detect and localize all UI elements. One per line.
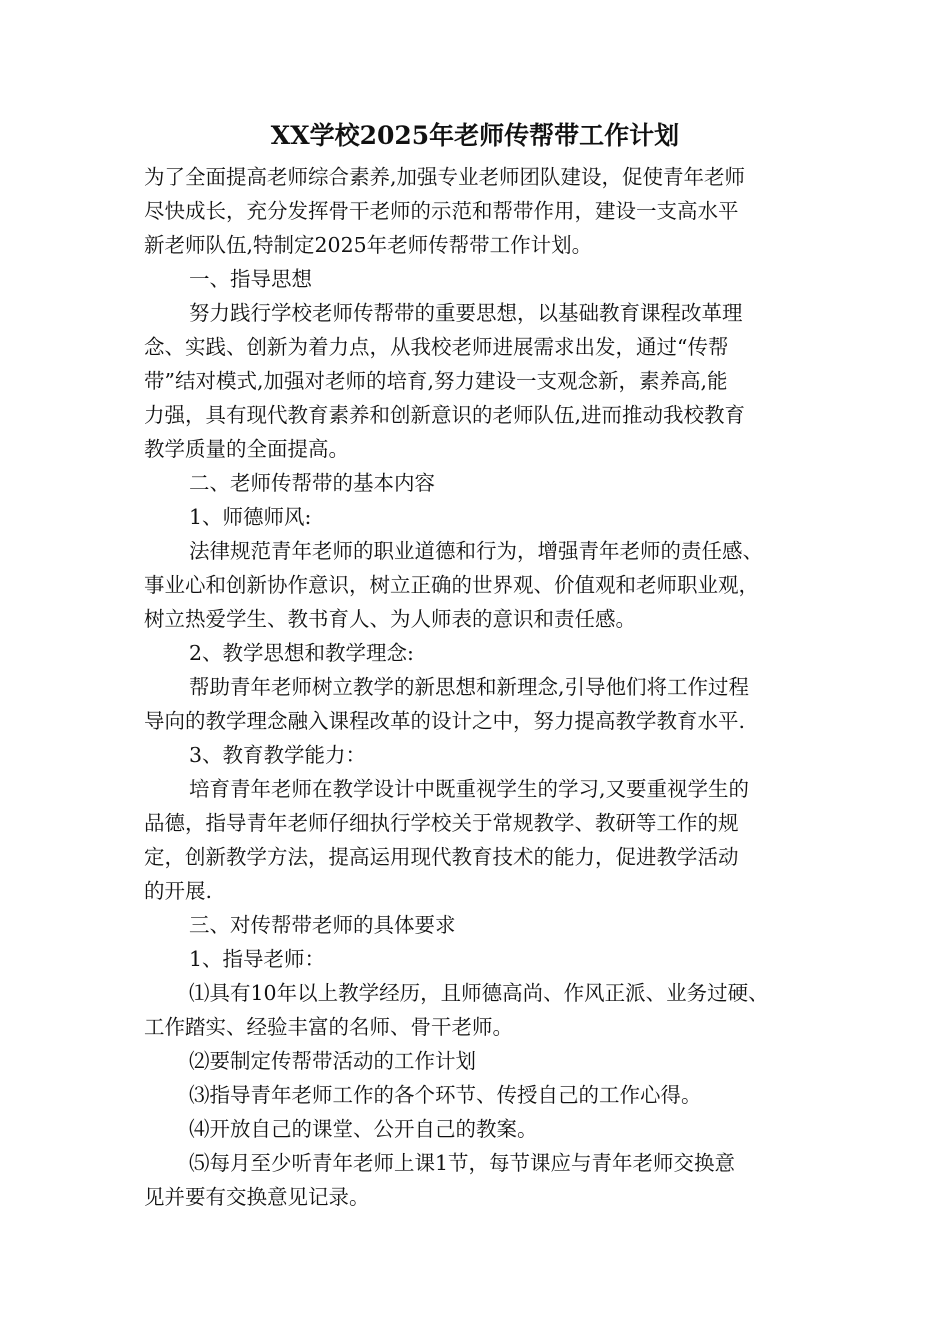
text-line: 3、教育教学能力： — [189, 743, 367, 767]
text-line: 的开展. — [144, 879, 213, 903]
text-line: ⑵要制定传帮带活动的工作计划 — [189, 1049, 476, 1073]
text-line: 导向的教学理念融入课程改革的设计之中，努力提高教学教育水平. — [144, 709, 746, 733]
text-line: 2、教学思想和教学理念: — [189, 641, 414, 665]
text-line: 教学质量的全面提高。 — [144, 437, 349, 461]
text-line: ⑸每月至少听青年老师上课1节，每节课应与青年老师交换意 — [189, 1151, 736, 1175]
text-line: 见并要有交换意见记录。 — [144, 1185, 370, 1209]
text-line: ⑷开放自己的课堂、公开自己的教案。 — [189, 1117, 538, 1141]
text-line: 新老师队伍,特制定2025年老师传帮带工作计划。 — [144, 233, 593, 257]
text-line: 力强，具有现代教育素养和创新意识的老师队伍,进而推动我校教育 — [144, 403, 746, 427]
text-line: 法律规范青年老师的职业道德和行为，增强青年老师的责任感、 — [189, 539, 763, 563]
text-line: 念、实践、创新为着力点，从我校老师进展需求出发，通过“传帮 — [144, 335, 729, 359]
text-line: ⑶指导青年老师工作的各个环节、传授自己的工作心得。 — [189, 1083, 702, 1107]
text-line: 工作踏实、经验丰富的名师、骨干老师。 — [144, 1015, 513, 1039]
text-line: 事业心和创新协作意识，树立正确的世界观、价值观和老师职业观， — [144, 573, 759, 597]
document-body — [144, 160, 824, 1214]
text-line: 品德，指导青年老师仔细执行学校关于常规教学、教研等工作的规 — [144, 811, 739, 835]
text-line: 1、师德师风: — [189, 505, 312, 529]
text-line: 培育青年老师在教学设计中既重视学生的学习,又要重视学生的 — [189, 777, 750, 801]
text-line: 尽快成长，充分发挥骨干老师的示范和帮带作用，建设一支高水平 — [144, 199, 739, 223]
text-line: 树立热爱学生、教书育人、为人师表的意识和责任感。 — [144, 607, 636, 631]
text-line: 二、老师传帮带的基本内容 — [189, 471, 435, 495]
text-line: 定，创新教学方法，提高运用现代教育技术的能力，促进教学活动 — [144, 845, 739, 869]
text-line: 帮助青年老师树立教学的新思想和新理念,引导他们将工作过程 — [189, 675, 750, 699]
text-line: 努力践行学校老师传帮带的重要思想，以基础教育课程改革理 — [189, 301, 743, 325]
text-line: 一、指导思想 — [189, 267, 312, 291]
document-title: XX学校2025年老师传帮带工作计划 — [270, 121, 680, 150]
text-line: 1、指导老师： — [189, 947, 326, 971]
text-line: 为了全面提高老师综合素养,加强专业老师团队建设，促使青年老师 — [144, 165, 746, 189]
text-line: 带”结对模式,加强对老师的培育,努力建设一支观念新，素养高,能 — [144, 369, 728, 393]
text-line: 三、对传帮带老师的具体要求 — [189, 913, 456, 937]
text-line: ⑴具有10年以上教学经历，且师德高尚、作风正派、业务过硬、 — [189, 981, 769, 1005]
